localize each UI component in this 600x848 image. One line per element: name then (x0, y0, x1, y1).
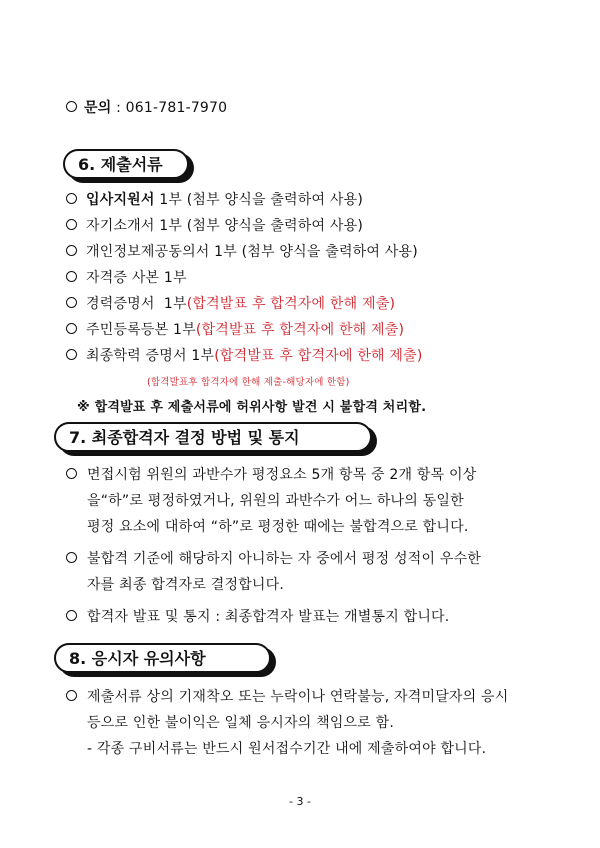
false-info-warning: ※ 합격발표 후 제출서류에 허위사항 발견 시 불합격 처리함. (77, 400, 427, 415)
circle-bullet-icon (66, 610, 77, 621)
contact-label: 문의 (84, 100, 112, 116)
submission-note: (합격발표후 합격자에 한해 제출-해당자에 한함) (147, 377, 350, 388)
doc-item-name: 경력증명서 (86, 296, 155, 312)
doc-item-name: 최종학력 증명서 1부 (86, 348, 215, 364)
doc-item-detail: 1부 (첨부 양식을 출력하여 사용) (154, 218, 363, 234)
circle-bullet-icon (66, 193, 77, 204)
doc-item-detail: 1부 (154, 296, 187, 312)
paragraph-line: 제출서류 상의 기재착오 또는 누락이나 연락불능, 자격미달자의 응시 (87, 689, 509, 705)
circle-bullet-icon (66, 552, 77, 563)
paragraph-line: 면접시험 위원의 과반수가 평정요소 5개 항목 중 2개 항목 이상 (87, 467, 477, 483)
doc-item-detail: 1부 (첨부 양식을 출력하여 사용) (154, 192, 363, 208)
page-number: - 3 - (289, 795, 311, 808)
doc-item-name: 개인정보제공동의서 (86, 244, 210, 260)
required-docs-note: - 각종 구비서류는 반드시 원서접수기간 내에 제출하여야 합니다. (87, 741, 487, 757)
paragraph-line: 자를 최종 합격자로 결정합니다. (87, 577, 285, 593)
paragraph-line: 합격자 발표 및 통지 : 최종합격자 발표는 개별통지 합니다. (87, 609, 450, 625)
circle-bullet-icon (66, 297, 77, 308)
paragraph-line: 평정 요소에 대하여 “하”로 평정한 때에는 불합격으로 합니다. (87, 519, 469, 535)
circle-bullet-icon (66, 101, 77, 112)
circle-bullet-icon (66, 349, 77, 360)
contact-separator: : (111, 100, 126, 116)
contact-phone: 061-781-7970 (125, 100, 228, 116)
circle-bullet-icon (66, 323, 77, 334)
doc-item-note: (합격발표 후 합격자에 한해 제출) (195, 322, 405, 338)
circle-bullet-icon (66, 468, 77, 479)
doc-item-name: 주민등록등본 1부 (86, 322, 196, 338)
circle-bullet-icon (66, 245, 77, 256)
section-6-heading: 6. 제출서류 (63, 149, 189, 179)
doc-item-name: 입사지원서 (86, 192, 155, 208)
doc-item-detail: 1부 (첨부 양식을 출력하여 사용) (209, 244, 418, 260)
doc-item-name: 자격증 사본 1부 (86, 270, 187, 286)
circle-bullet-icon (66, 271, 77, 282)
section-7-heading: 7. 최종합격자 결정 방법 및 통지 (54, 422, 372, 452)
doc-item-note: (합격발표 후 합격자에 한해 제출) (186, 296, 396, 312)
doc-item-name: 자기소개서 (86, 218, 155, 234)
circle-bullet-icon (66, 219, 77, 230)
paragraph-line: 등으로 인한 불이익은 일체 응시자의 책임으로 함. (87, 715, 395, 731)
paragraph-line: 불합격 기준에 해당하지 아니하는 자 중에서 평정 성적이 우수한 (87, 551, 482, 567)
section-8-heading: 8. 응시자 유의사항 (54, 643, 271, 673)
doc-item-note: (합격발표 후 합격자에 한해 제출) (214, 348, 423, 364)
paragraph-line: 을“하”로 평정하였거나, 위원의 과반수가 어느 하나의 동일한 (87, 493, 464, 509)
circle-bullet-icon (66, 690, 77, 701)
